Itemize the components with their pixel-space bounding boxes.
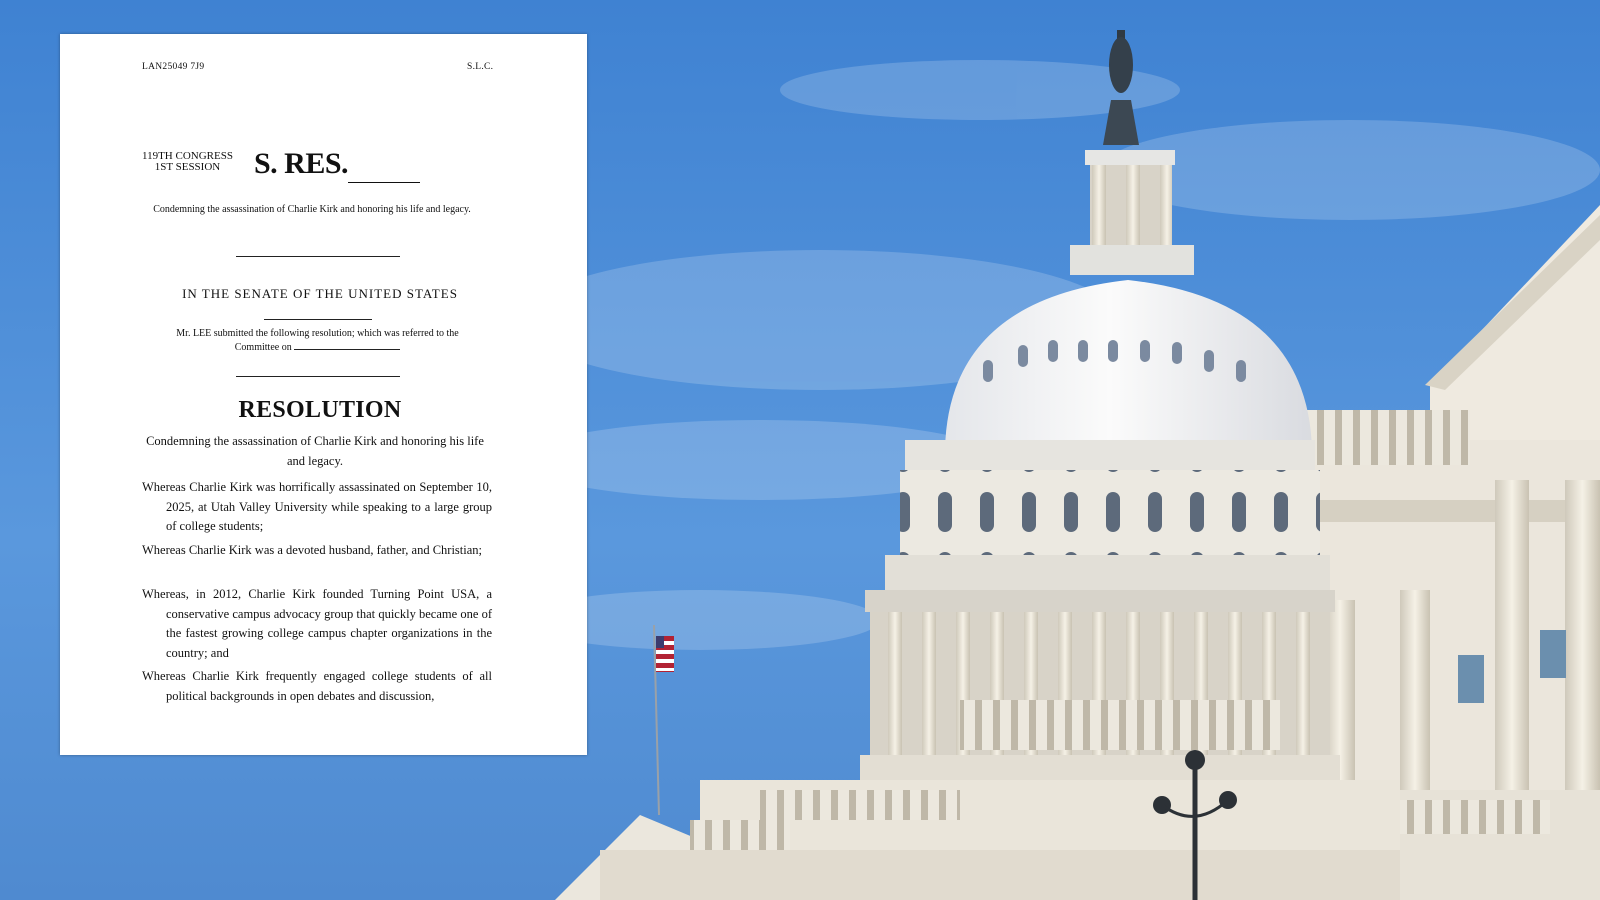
bill-number-blank <box>348 182 420 183</box>
whereas-clause: Whereas Charlie Kirk was horrifically assassinated on September 10, 2025, at Utah Valley University while speaking to a large group of college students; <box>142 480 492 533</box>
short-title: Condemning the assassination of Charlie Kirk and honoring his life and legacy. <box>153 204 471 215</box>
long-title: Condemning the assassination of Charlie Kirk and honoring his life and legacy. <box>146 434 484 468</box>
senate-resolution-document <box>60 34 587 755</box>
congress-session <box>142 151 233 173</box>
slc-marker: S.L.C. <box>467 62 494 72</box>
sponsor-text: Mr. LEE submitted the following resolution; which was referred to the Committee on <box>176 328 459 353</box>
whereas-clause: Whereas Charlie Kirk was a devoted husband, father, and Christian; <box>142 543 483 557</box>
divider-rule <box>236 256 400 257</box>
whereas-clause: Whereas, in 2012, Charlie Kirk founded Turning Point USA, a conservative campus advocacy group that quickly became one of the fastest growing college campus chapter organizations in the country; and <box>142 587 492 660</box>
resolution-heading: RESOLUTION <box>238 397 402 423</box>
divider-rule <box>236 376 400 377</box>
us-flag <box>656 636 674 672</box>
document-control-number: LAN25049 7J9 <box>142 62 205 72</box>
session-number: 1ST SESSION <box>154 161 221 173</box>
divider-rule <box>264 319 372 320</box>
whereas-clause: Whereas Charlie Kirk frequently engaged college students of all political backgrounds in open debates and discussion, <box>142 669 492 703</box>
bill-number: S. RES. <box>254 147 349 180</box>
committee-blank <box>294 340 400 350</box>
sponsor-statement <box>156 327 479 354</box>
congress-number: 119TH CONGRESS <box>142 150 233 162</box>
chamber-heading: IN THE SENATE OF THE UNITED STATES <box>182 286 458 301</box>
